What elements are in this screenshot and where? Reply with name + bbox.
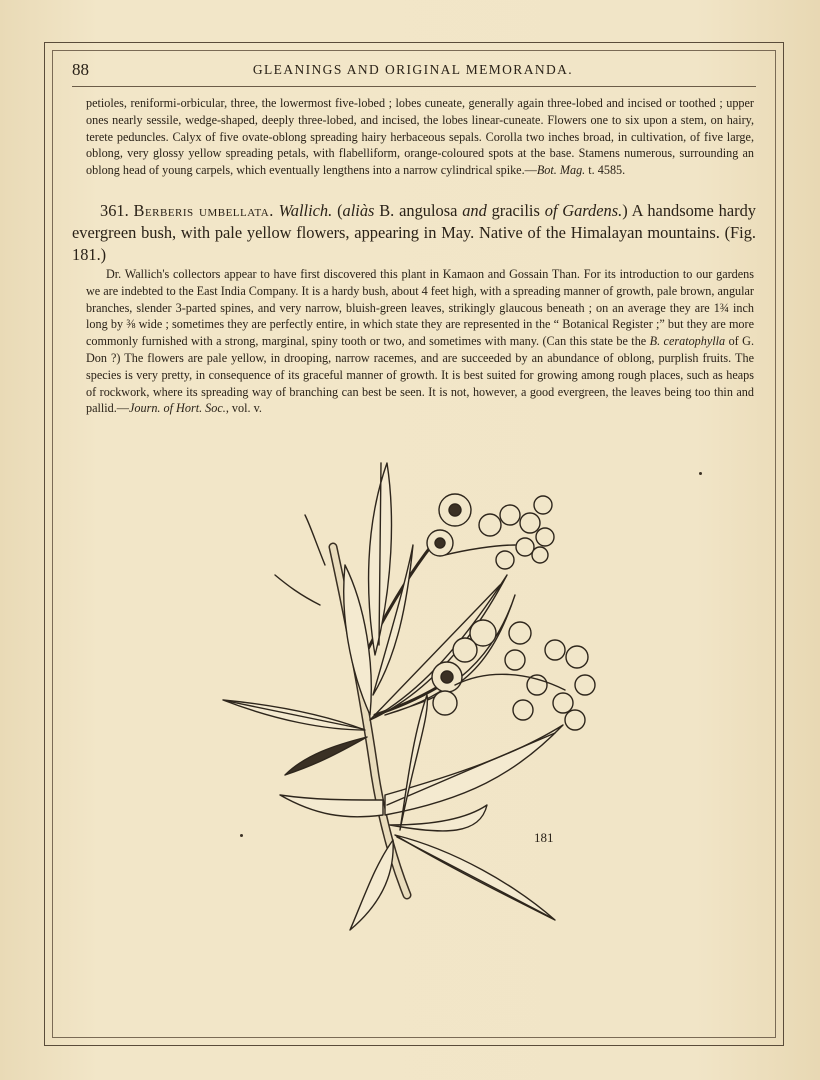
paragraph-text: petioles, reniformi-orbicular, three, the lowermost five-lobed ; lobes cuneate, generally again three-lobed and incised or toothed ; upper ones nearly sessile, wedge-shaped, deeply three-lobed, and incised, the lobes linear-cuneate. Flowers one to six upon a stem, on hairy, terete peduncles. Calyx of five ovate-oblong spreading hairy herbaceous sepals. Corolla two inches broad, in cultivation, of five large, oblong, very glossy yellow spreading petals, with flabelliform, orange-coloured spots at the base. Stamens numerous, surrounding an oblong head of young carpels, which eventually lengthens into a narrow cylindrical spike.— xyxy=(86,96,754,178)
entry-description: A handsome hardy evergreen bush, with pale yellow flowers, appearing in May. Native of the Himalayan mountains. (Fig. 181.) xyxy=(72,201,756,264)
paragraph-text-2: of G. Don ?) The flowers are pale yellow, in drooping, narrow racemes, and are succeeded by an abundance of oblong, purplish fruits. The species is very pretty, in consequence of its graceful manner of growth. It is best suited for growing among rough places, such as heaps of rockwork, where its spreading way of branching can best be seen. It is not, however, a good evergreen, the leaves being too thin and pallid.— xyxy=(86,334,754,416)
species-name: Berberis umbellata. xyxy=(133,201,274,220)
ink-speck xyxy=(240,834,243,837)
alias-word: aliàs xyxy=(342,201,375,220)
citation: Bot. Mag. xyxy=(536,163,586,178)
ink-speck xyxy=(699,472,702,475)
page-number: 88 xyxy=(72,60,89,79)
entry-number: 361. xyxy=(100,201,129,220)
figure-number: 181 xyxy=(534,830,554,845)
authority: Wallich. xyxy=(278,201,333,220)
alias-name-2: gracilis xyxy=(486,201,545,220)
paren-open: ( xyxy=(337,201,343,220)
journal-citation: Journ. of Hort. Soc. xyxy=(129,401,226,416)
paragraph-text-1: Dr. Wallich's collectors appear to have first discovered this plant in Kamaon and Gossain Than. For its introduction to our gardens we are indebted to the East India Company. It is a hardy bush, about 4 feet high, with a spreading manner of growth, pale brown, angular branches, slender 3-parted spines, and very narrow, bluish-green leaves, strikingly glaucous beneath ; on an average they are 1¾ inch long by ⅜ wide ; sometimes they are perfectly entire, in which state they are represented in the “ Botanical Register ;” but they are more commonly furnished with a strong, marginal, spiny tooth or two, and sometimes with many. (Can this state be the xyxy=(86,267,754,349)
continuation-paragraph xyxy=(86,95,754,179)
and-word: and xyxy=(462,201,487,220)
species-reference: B. ceratophylla xyxy=(649,334,726,349)
paragraph-text-3: , vol. v. xyxy=(225,401,262,416)
paren-close: ) xyxy=(622,201,628,220)
berberis-illustration xyxy=(215,455,615,935)
page-header xyxy=(72,60,754,84)
entry-361 xyxy=(72,200,756,266)
of-gardens: of Gardens. xyxy=(544,201,623,220)
description-paragraph xyxy=(86,266,754,417)
header-rule xyxy=(72,86,756,87)
alias-name-1: B. angulosa xyxy=(374,201,463,220)
running-head: GLEANINGS AND ORIGINAL MEMORANDA. xyxy=(252,62,574,77)
citation-ref: t. 4585. xyxy=(585,163,626,178)
